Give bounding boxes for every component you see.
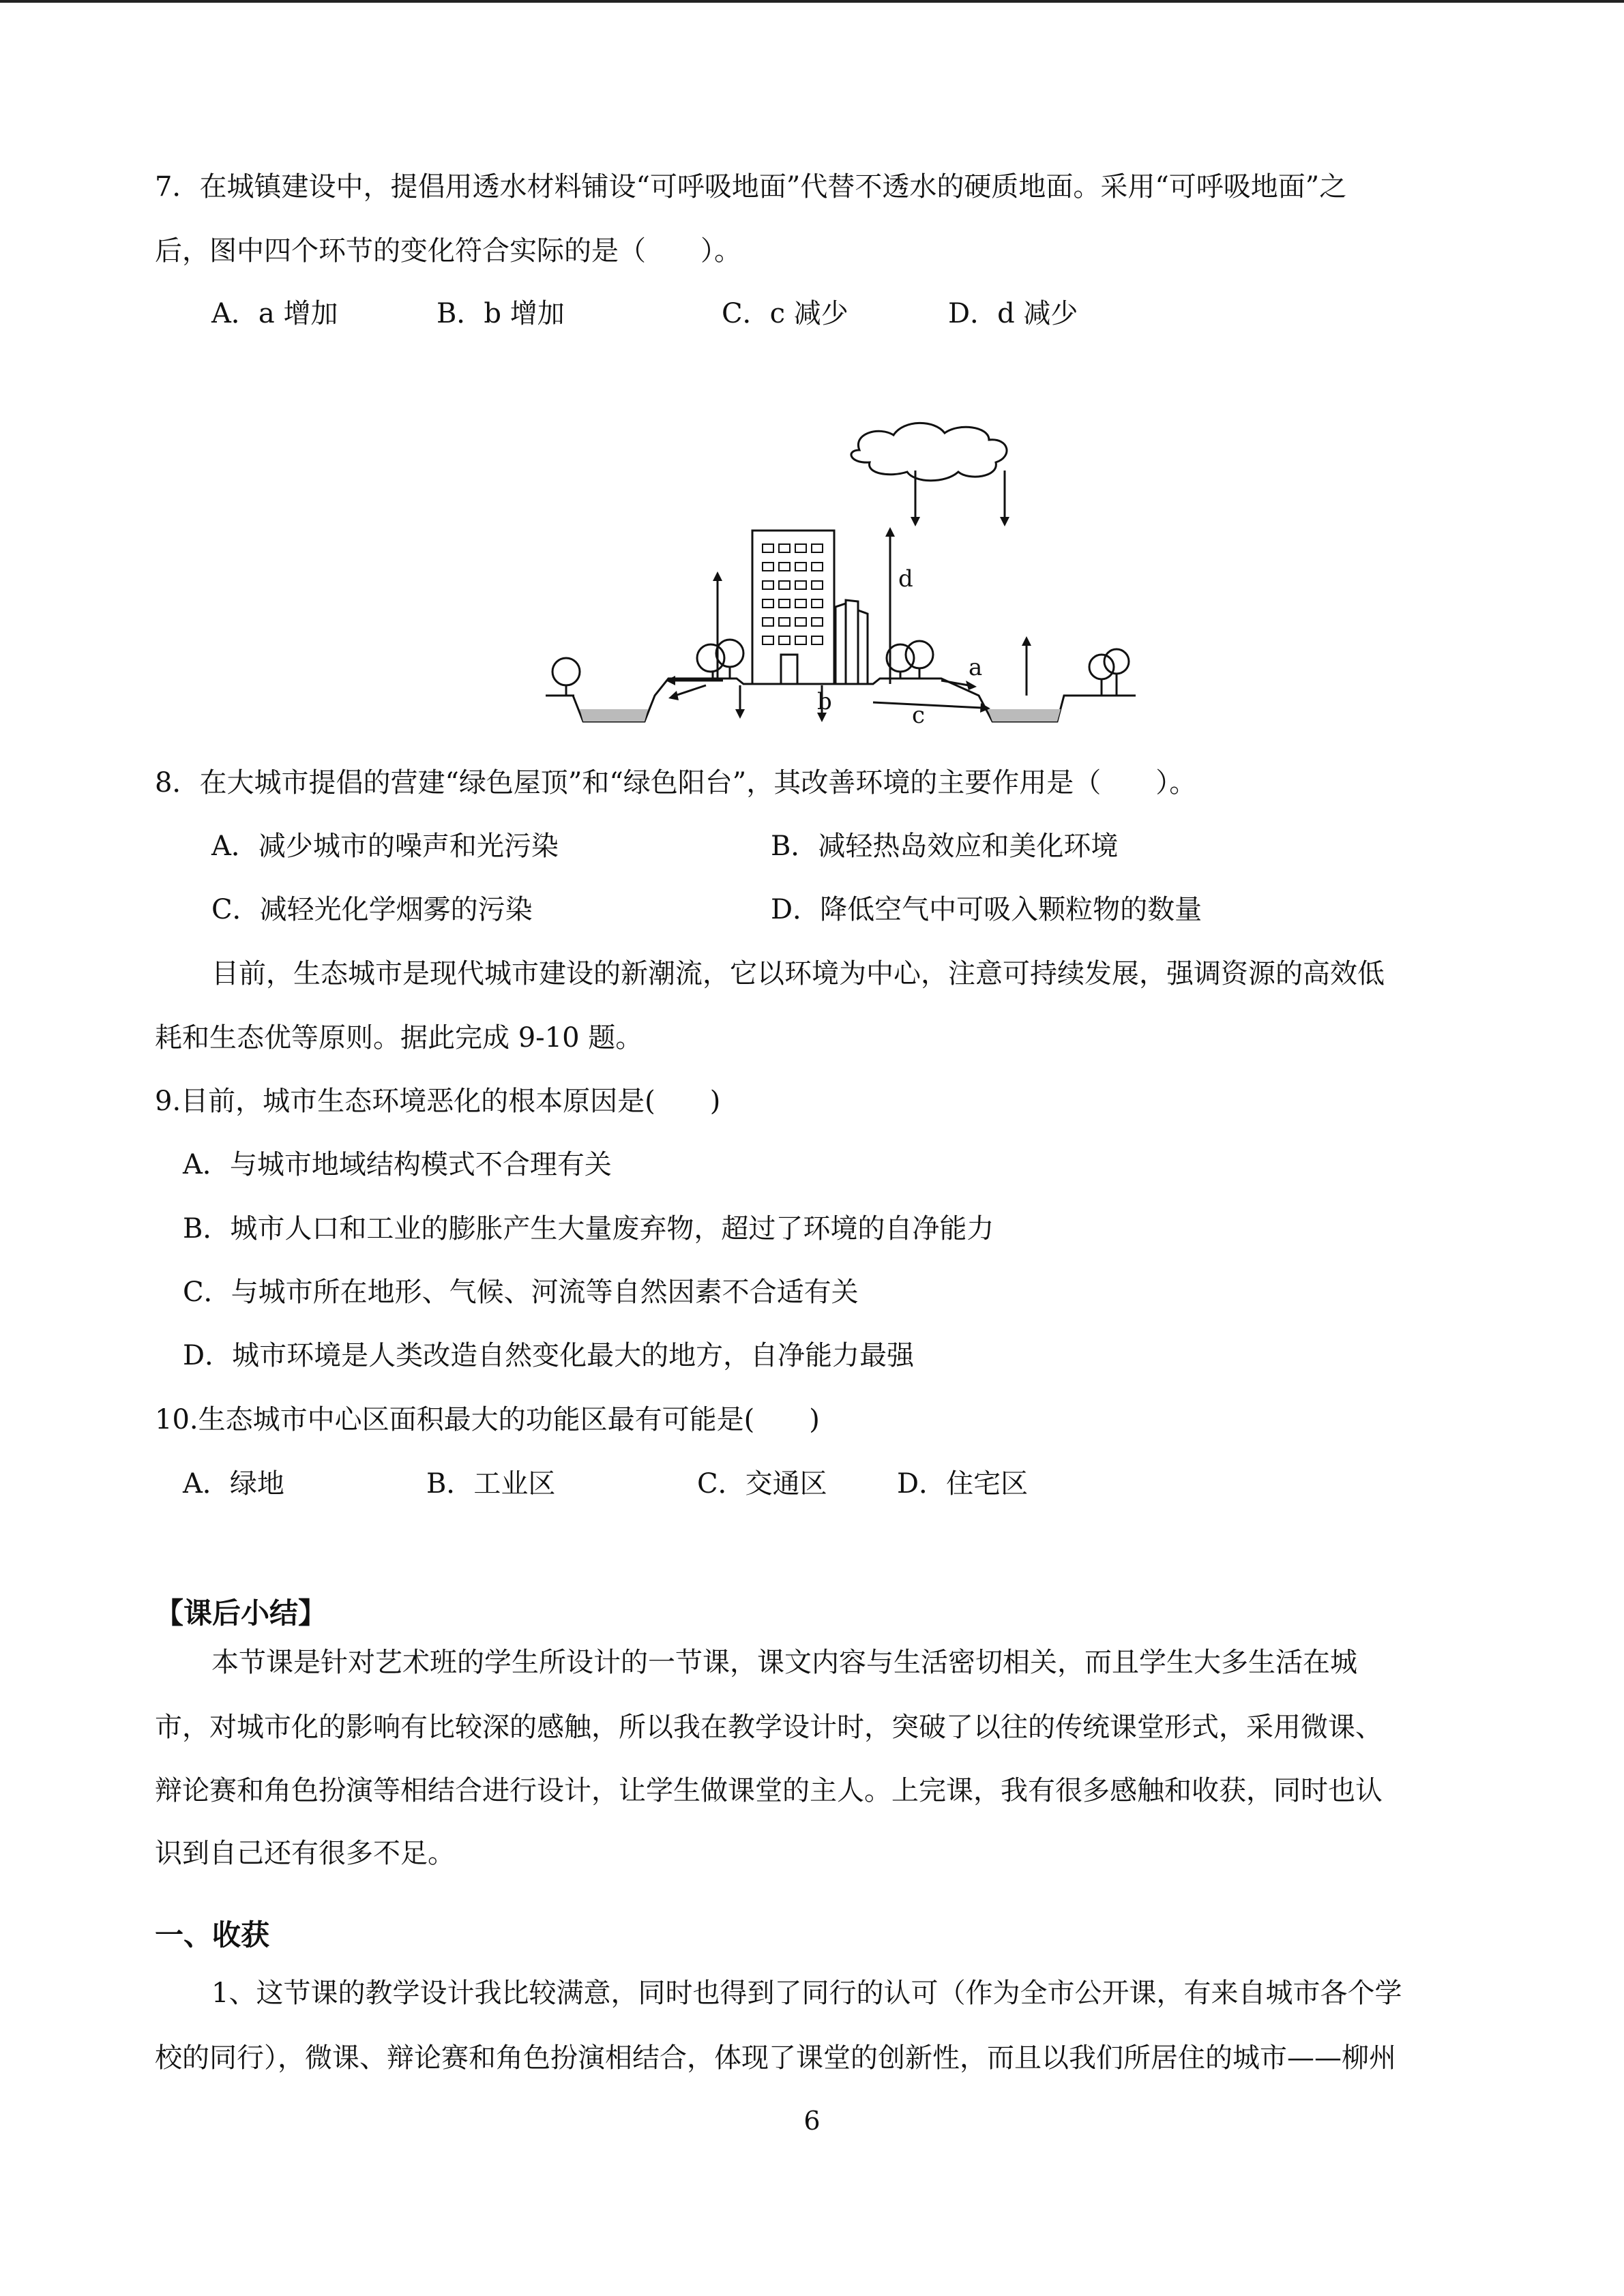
tree-right: [1089, 649, 1129, 696]
section1-line2: 校的同行），微课、辩论赛和角色扮演相结合，体现了课堂的创新性，而且以我们所居住的城市——柳州: [155, 2042, 1396, 2074]
summary-heading: 【课后小结】: [155, 1596, 327, 1630]
q7-stem-line1: 7．在城镇建设中，提倡用透水材料铺设“可呼吸地面”代替不透水的硬质地面。采用“可呼吸地面”之: [155, 171, 1347, 203]
tree-mid-left: [697, 640, 743, 679]
q7-stem-line2: 后，图中四个环节的变化符合实际的是（ ）。: [155, 235, 741, 267]
q10-option-d: D．住宅区: [897, 1468, 1029, 1500]
label-c: c: [912, 702, 926, 729]
q8-stem: 8．在大城市提倡的营建“绿色屋顶”和“绿色阳台”，其改善环境的主要作用是（ ）。: [155, 767, 1197, 799]
q10-stem: 10.生态城市中心区面积最大的功能区最有可能是( ): [155, 1404, 820, 1435]
cloud-shape: [851, 423, 1007, 480]
passage-line2: 耗和生态优等原则。据此完成 9-10 题。: [155, 1022, 643, 1054]
q10-option-b: B．工业区: [426, 1468, 556, 1500]
tree-left: [552, 658, 580, 696]
label-d: d: [898, 565, 913, 593]
q7-option-d: D．d 减少: [948, 298, 1078, 329]
q7-option-c: C．c 减少: [722, 298, 848, 329]
q7-option-b: B．b 增加: [437, 298, 565, 329]
q9-option-b: B．城市人口和工业的膨胀产生大量废弃物，超过了环境的自净能力: [183, 1213, 994, 1244]
label-a: a: [969, 654, 983, 681]
q9-option-d: D．城市环境是人类改造自然变化最大的地方，自净能力最强: [183, 1340, 915, 1371]
q10-option-c: C．交通区: [697, 1468, 827, 1500]
summary-line2: 市，对城市化的影响有比较深的感触，所以我在教学设计时，突破了以往的传统课堂形式，采用微课、: [155, 1712, 1383, 1743]
top-border: [0, 0, 1624, 3]
summary-line4: 识到自己还有很多不足。: [155, 1838, 455, 1869]
section1-heading: 一、收获: [155, 1918, 270, 1952]
passage-line1: 目前，生态城市是现代城市建设的新潮流，它以环境为中心，注意可持续发展，强调资源的高效低: [211, 958, 1385, 989]
q8-option-d: D．降低空气中可吸入颗粒物的数量: [771, 894, 1202, 925]
q9-option-a: A．与城市地域结构模式不合理有关: [183, 1149, 612, 1180]
summary-line1: 本节课是针对艺术班的学生所设计的一节课，课文内容与生活密切相关，而且学生大多生活在城: [211, 1647, 1357, 1678]
section1-line1: 1、这节课的教学设计我比较满意，同时也得到了同行的认可（作为全市公开课，有来自城市各个学: [211, 1978, 1402, 2009]
q8-option-c: C．减轻光化学烟雾的污染: [211, 894, 533, 925]
label-b: b: [817, 688, 832, 715]
q9-option-c: C．与城市所在地形、气候、河流等自然因素不合适有关: [183, 1277, 859, 1308]
q10-option-a: A．绿地: [183, 1468, 284, 1500]
tree-mid-right: [887, 641, 933, 679]
q9-stem: 9.目前，城市生态环境恶化的根本原因是( ): [155, 1086, 721, 1117]
page-number: 6: [803, 2106, 821, 2136]
q7-option-a: A．a 增加: [211, 298, 338, 329]
q8-option-a: A．减少城市的噪声和光污染: [211, 831, 559, 862]
q8-option-b: B．减轻热岛效应和美化环境: [771, 831, 1119, 862]
summary-line3: 辩论赛和角色扮演等相结合进行设计，让学生做课堂的主人。上完课，我有很多感触和收获，同时也认: [155, 1775, 1383, 1806]
urban-water-cycle-figure: [532, 409, 1146, 750]
